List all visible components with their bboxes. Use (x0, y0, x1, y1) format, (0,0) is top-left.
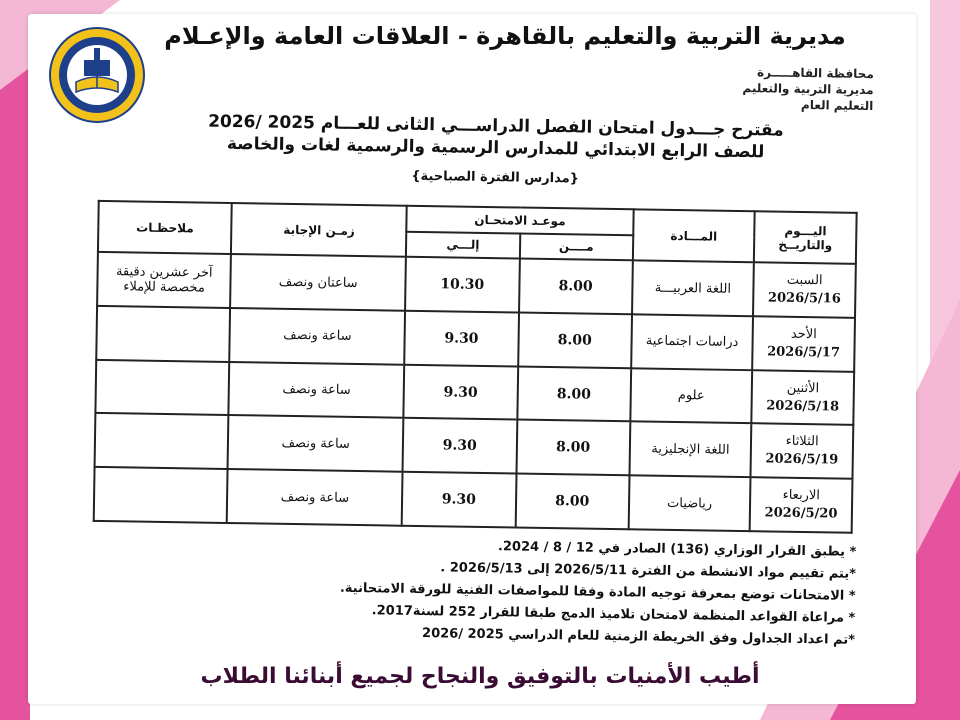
day-cell (750, 477, 853, 532)
note-item: * يطبق القرار الوزاري (136) الصادر في 12 / 8 / 2024. (497, 539, 857, 560)
header-exam-time: موعـد الامتحـان (406, 206, 633, 235)
notes-cell: آخر عشرين دقيقة مخصصة للإملاء (97, 252, 231, 308)
duration-cell: ساعة ونصف (229, 362, 405, 418)
from-time-cell: 8.00 (515, 474, 629, 530)
day-cell (752, 316, 855, 371)
subject-cell: اللغة الإنجليزية (629, 422, 751, 478)
day-cell (751, 424, 854, 479)
document-subtitle: للصف الرابع الابتدائي للمدارس الرسمية والرسمية لغات والخاصة (226, 133, 765, 163)
duration-cell: ساعة ونصف (227, 469, 403, 526)
notes-cell (95, 360, 229, 416)
from-time-cell: 8.00 (519, 259, 633, 315)
to-time-cell: 9.30 (402, 472, 516, 528)
from-time-cell: 8.00 (518, 312, 632, 368)
exam-date: 2026/5/19 (765, 451, 839, 468)
notes-cell (96, 306, 230, 362)
note-item: * الامتحانات توضع بمعرفة توجيه المادة وفقا للمواصفات الفنية للورقة الامتحانية. (339, 580, 856, 604)
duration-cell: ساعتان ونصف (230, 254, 406, 310)
exam-schedule-document (83, 54, 882, 666)
duration-cell: ساعة ونصف (228, 415, 404, 471)
exam-date: 2026/5/16 (767, 290, 841, 307)
subject-cell: دراسات اجتماعية (631, 314, 753, 370)
period-label: {مدارس الفترة الصباحية} (411, 168, 580, 187)
authority-line: محافظة القاهـــــرة (756, 65, 874, 82)
day-name: الاربعاء (782, 487, 821, 504)
notes-cell (94, 467, 228, 523)
footer-wishes: أطيب الأمنيات بالتوفيق والنجاح لجميع أبنائنا الطلاب (200, 664, 760, 689)
header-subject: المـــادة (633, 209, 755, 262)
subject-cell: رياضيات (628, 475, 750, 531)
note-item: * مراعاة القواعد المنظمة لامتحان تلاميذ الدمج طبقا للقرار 252 لسنة2017. (371, 603, 856, 626)
to-time-cell: 10.30 (405, 257, 519, 313)
day-name: السبت (786, 272, 823, 289)
day-cell (753, 262, 856, 317)
header-notes: ملاحظـات (98, 201, 232, 254)
exam-date: 2026/5/18 (766, 397, 840, 415)
issuing-authority (742, 64, 874, 114)
exam-schedule-table (93, 200, 858, 534)
to-time-cell: 9.30 (403, 418, 517, 474)
header-duration: زمـن الإجابة (231, 203, 407, 257)
notes-cell (95, 413, 229, 469)
to-time-cell: 9.30 (403, 364, 517, 420)
from-time-cell: 8.00 (517, 366, 631, 422)
page-header-title: مديرية التربية والتعليم بالقاهرة - العلاقات العامة والإعـلام (164, 22, 846, 50)
day-cell (752, 370, 855, 425)
document-title: مقترح جـــدول امتحان الفصل الدراســـي الثانى للعـــام 2025 /2026 (207, 111, 784, 141)
authority-line: التعليم العام (800, 97, 874, 114)
from-time-cell: 8.00 (516, 420, 630, 476)
header-to: إلـــي (406, 231, 520, 258)
header-from: مــــن (519, 233, 633, 260)
exam-date: 2026/5/20 (764, 505, 838, 522)
table-row (94, 467, 853, 533)
day-name: الأثنين (786, 380, 820, 396)
note-item: *يتم تقييم مواد الانشطة من الفترة 2026/5/11 إلى 2026/5/13 . (440, 560, 857, 582)
day-name: الأحد (790, 326, 817, 343)
exam-date: 2026/5/17 (767, 344, 841, 361)
notes-list (83, 530, 865, 652)
header-day: اليـــوم والتاريــخ (754, 211, 857, 264)
note-item: *تم اعداد الجداول وفق الخريطة الزمنية للعام الدراسي 2025 /2026 (421, 626, 856, 648)
authority-line: مديرية التربية والتعليم (742, 81, 874, 98)
to-time-cell: 9.30 (404, 311, 518, 367)
subject-cell: علوم (630, 368, 752, 424)
left-pink-band (0, 0, 30, 720)
day-name: الثلاثاء (785, 434, 819, 450)
duration-cell: ساعة ونصف (230, 308, 406, 364)
subject-cell: اللغة العربيـــة (632, 261, 754, 317)
